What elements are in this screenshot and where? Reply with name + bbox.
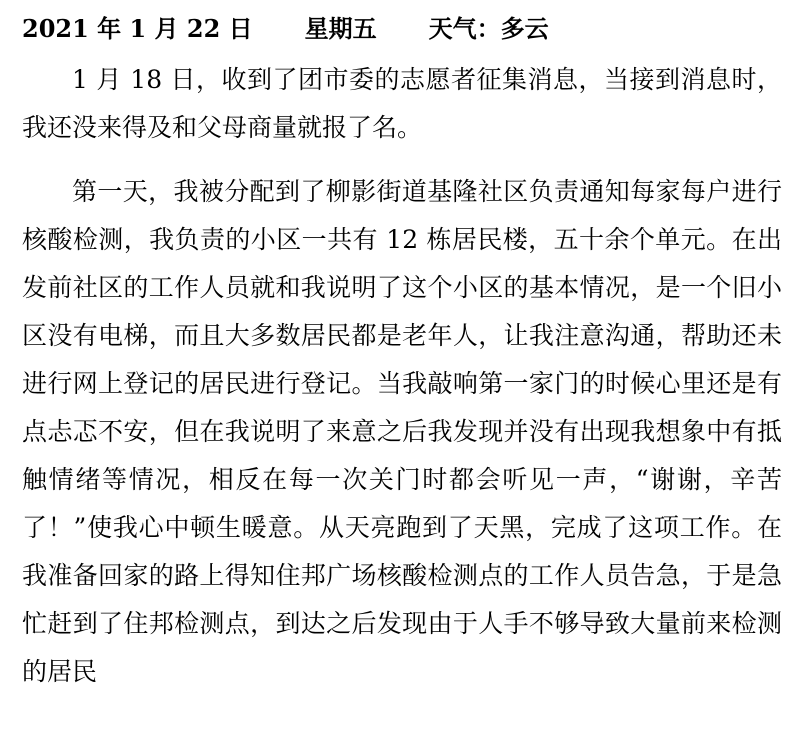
diary-paragraph-1: 1 月 18 日，收到了团市委的志愿者征集消息，当接到消息时，我还没来得及和父母商量就报了名。 <box>22 65 782 142</box>
diary-header <box>22 8 549 44</box>
diary-weather: 天气：多云 <box>428 13 549 43</box>
diary-weekday: 星期五 <box>304 13 377 43</box>
diary-paragraph-2: 第一天，我被分配到了柳影街道基隆社区负责通知每家每户进行核酸检测，我负责的小区一共有 12 栋居民楼，五十余个单元。在出发前社区的工作人员就和我说明了这个小区的基本情况，是一个旧小区没有电梯，而且大多数居民都是老年人，让我注意沟通，帮助还未进行网上登记的居民进行登记。当我敲响第一家门的时候心里还是有点忐忑不安，但在我说明了来意之后我发现并没有出现我想象中有抵触情绪等情况，相反在每一次关门时都会听见一声，“谢谢，辛苦了！”使我心中顿生暖意。从天亮跑到了天黑，完成了这项工作。在我准备回家的路上得知住邦广场核酸检测点的工作人员告急，于是急忙赶到了住邦检测点，到达之后发现由于人手不够导致大量前来检测的居民 <box>22 177 782 686</box>
diary-date: 2021 年 1 月 22 日 <box>22 13 253 43</box>
